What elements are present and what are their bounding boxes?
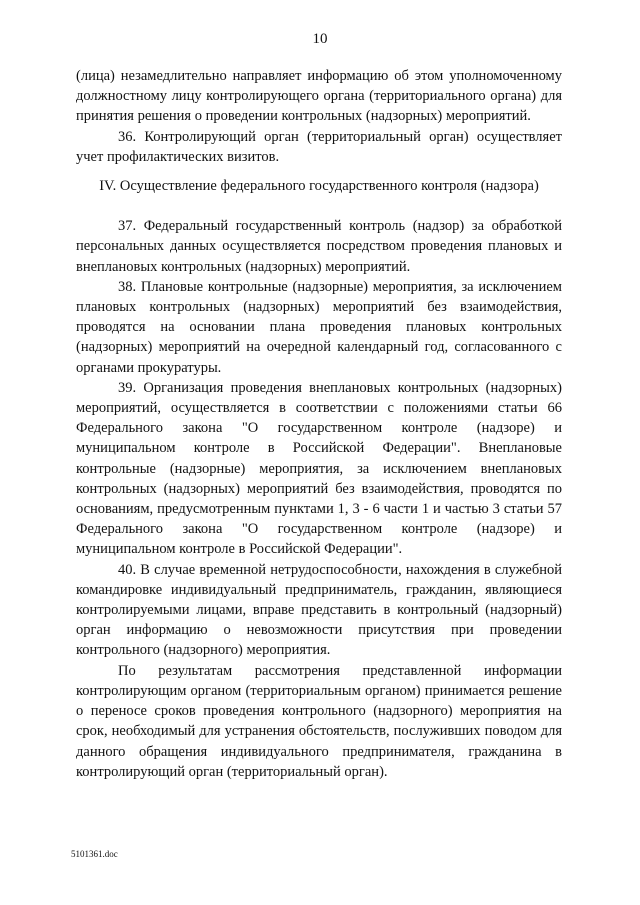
paragraph-39: 39. Организация проведения внеплановых контрольных (надзорных) мероприятий, осуществляется в соответствии с положениями статьи 66 Федерального закона "О государственном контроле (надзоре) и муниципальном контроле в Российской Федерации". Внеплановые контрольные (надзорные) мероприятия, за исключением внеплановых контрольных (надзорных) мероприятий без взаимодействия, проводятся по основаниям, предусмотренным пунктами 1, 3 - 6 части 1 и частью 3 статьи 57 Федерального закона "О государственном контроле (надзоре) и муниципальном контроле в Российской Федерации". (76, 379, 562, 558)
paragraph-38: 38. Плановые контрольные (надзорные) мероприятия, за исключением плановых контрольных (надзорных) мероприятий без взаимодействия, проводятся на основании плана проведения плановых контрольных (надзорных) мероприятий на очередной календарный год, согласованного с органами прокуратуры. (76, 278, 562, 376)
section-heading: IV. Осуществление федерального государственного контроля (надзора) (99, 178, 539, 195)
paragraph-continuation: (лица) незамедлительно направляет информацию об этом уполномоченному должностному лицу контролирующего органа (территориального органа) для принятия решения о проведении контрольных (надзорных) мероприятий. (76, 68, 562, 125)
page-number: 10 (312, 31, 328, 47)
paragraph-40: 40. В случае временной нетрудоспособности, нахождения в служебной командировке индивидуальный предприниматель, гражданин, являющиеся контролируемыми лицами, вправе представить в контрольный (надзорный) орган информацию о невозможности присутствия при проведении контрольного (надзорного) мероприятия. (76, 561, 562, 659)
paragraph-36: 36. Контролирующий орган (территориальный орган) осуществляет учет профилактических визитов. (76, 128, 562, 165)
footer-filename: 5101361.doc (71, 849, 118, 859)
paragraph-37: 37. Федеральный государственный контроль (надзор) за обработкой персональных данных осуществляется посредством проведения плановых и внеплановых контрольных (надзорных) мероприятий. (76, 218, 562, 275)
paragraph-40-continuation: По результатам рассмотрения представленной информации контролирующим органом (территориальным органом) принимается решение о переносе сроков проведения контрольного (надзорного) мероприятия на срок, необходимый для устранения обстоятельств, послуживших поводом для данного обращения индивидуального предпринимателя, гражданина в контролирующий орган (территориальный орган). (76, 662, 562, 780)
top-text-block (76, 66, 562, 782)
